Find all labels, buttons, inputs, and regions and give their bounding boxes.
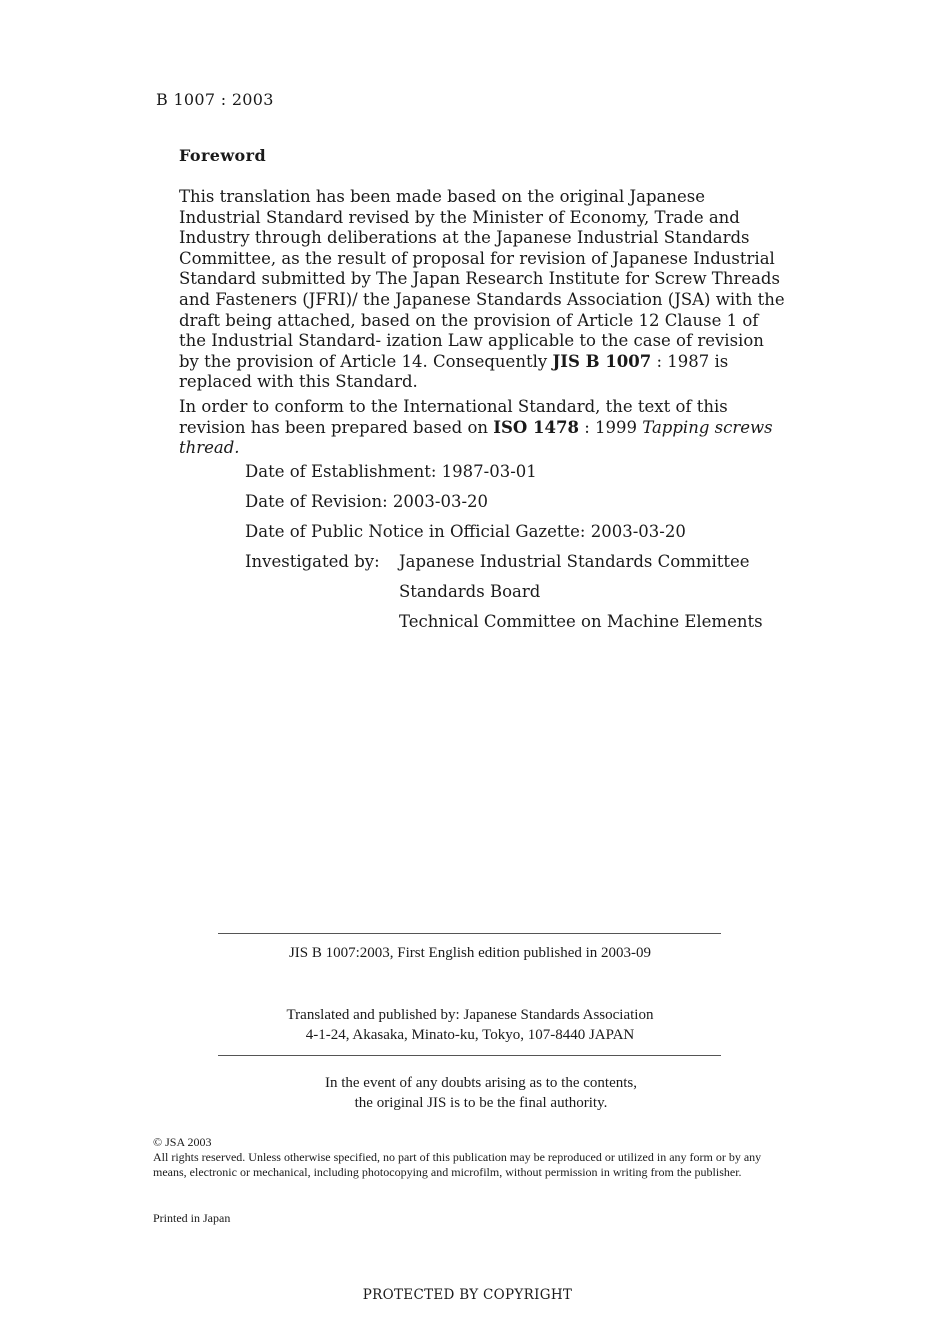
foreword-paragraph-2: [179, 397, 789, 459]
copyright-block: [153, 1135, 783, 1180]
foreword-body: [179, 187, 789, 459]
protected-by-copyright: PROTECTED BY COPYRIGHT: [362, 1287, 573, 1303]
printed-in: Printed in Japan: [153, 1211, 231, 1225]
authority-note: [0, 1073, 950, 1113]
foreword-paragraph-1-text: This translation has been made based on the original Japanese Industrial Standard revised by the Minister of Economy, Trade and Industry through deliberations at the Japanese Industrial Standards Committee, as the result of proposal for revision of Japanese Industrial Standard submitted by The Japan Research Institute for Screw Threads and Fasteners (JFRI)/ the Japanese Standards Association (JSA) with the draft being attached, based on the provision of Article 12 Clause 1 of the Industrial Standard- ization Law applicable to the case of revision by the provision of Article 14.: [179, 187, 785, 371]
publisher-line-1: Translated and published by: Japanese Standards Association: [286, 1007, 654, 1023]
date-gazette: Date of Public Notice in Official Gazette: 2003-03-20: [245, 522, 686, 541]
foreword-heading: Foreword: [179, 146, 267, 165]
foreword-paragraph-1-lead: Consequently: [432, 351, 553, 371]
divider-bottom: [218, 1055, 721, 1056]
edition-line: JIS B 1007:2003, First English edition published in 2003-09: [288, 945, 652, 961]
replaced-standard-ref: JIS B 1007: [552, 351, 652, 371]
investigated-committee: Japanese Industrial Standards Committee: [399, 552, 750, 571]
publisher-address: 4-1-24, Akasaka, Minato-ku, Tokyo, 107-8440 JAPAN: [305, 1027, 635, 1043]
authority-note-line-1: In the event of any doubts arising as to the contents,: [324, 1075, 637, 1091]
investigated-technical-committee: Technical Committee on Machine Elements: [399, 612, 763, 631]
divider-top: [218, 933, 721, 934]
copyright-symbol-line: © JSA 2003: [153, 1135, 212, 1149]
document-id: B 1007 : 2003: [156, 90, 274, 109]
investigated-label: Investigated by:: [245, 552, 380, 571]
date-revision: Date of Revision: 2003-03-20: [245, 492, 489, 511]
iso-standard-title: Tapping screws thread.: [179, 417, 773, 458]
foreword-paragraph-2-text: In order to conform to the International Standard, the text of this revision has been prepared based on: [179, 396, 728, 437]
publisher-block: [0, 1005, 940, 1045]
foreword-paragraph-1: [179, 187, 789, 393]
dates-block: [245, 457, 763, 637]
investigated-board: Standards Board: [399, 582, 541, 601]
rights-statement: All rights reserved. Unless otherwise specified, no part of this publication may be reproduced or utilized in any form or by any means, electronic or mechanical, including photocopying and microfilm, without permission in writing from the publisher.: [153, 1150, 762, 1179]
date-establishment: Date of Establishment: 1987-03-01: [245, 462, 537, 481]
investigated-row: [245, 547, 763, 577]
iso-standard-ref: ISO 1478: [493, 417, 579, 437]
authority-note-line-2: the original JIS is to be the final authority.: [354, 1095, 608, 1111]
foreword-paragraph-2-mid: : 1999: [578, 417, 643, 437]
foreword-paragraph-1-tail: : 1987 is replaced with this Standard.: [179, 351, 729, 392]
